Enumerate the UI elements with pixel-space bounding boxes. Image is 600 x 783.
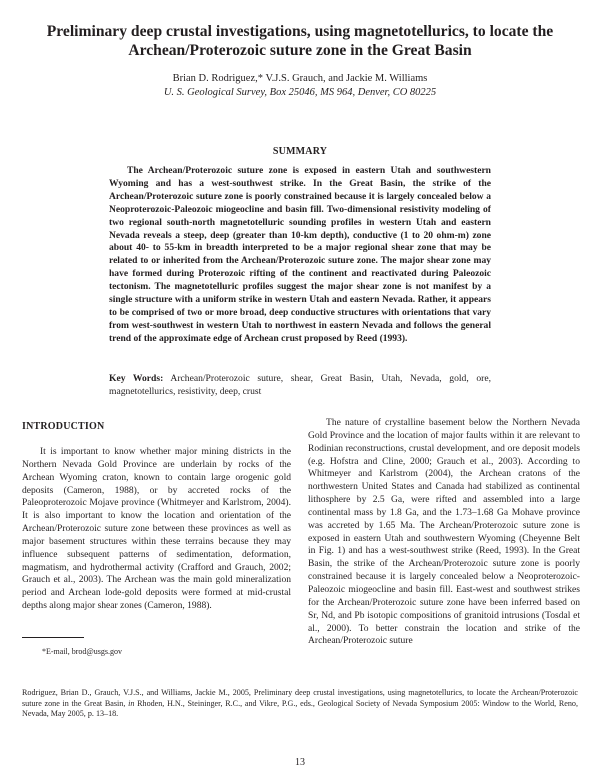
- introduction-heading: INTRODUCTION: [22, 421, 105, 432]
- citation-text: Rodriguez, Brian D., Grauch, V.J.S., and Williams, Jackie M., 2005, Preliminary deep crustal investigations, using magnetotellurics, to locate the Archean/Proterozoic suture zone in the Great Basin,: [22, 688, 578, 708]
- introduction-right-column: The nature of crystalline basement below the Northern Nevada Gold Province and the location of major faults within it are relevant to Rodinian reconstructions, crustal development, and ore deposit models (e.g. Hofstra and Cline, 2000; Grauch et al., 2003). According to Whitmeyer and Karlstrom (2004), the Archean cratons of the northwestern United States and Canada had stabilized as continental lithosphere by 2.5 Ga, were rifted and assembled into a large continental mass by 1.8 Ga, and the 1.73–1.68 Ga Mohave province was accreted by 1.65 Ma. The Archean/Proterozoic suture zone is exposed in eastern Utah and southwestern Wyoming (Cheyenne Belt in Fig. 1) and has a west-southwest strike (Reed, 1993). In the Great Basin, the strike of the Archean/Proterozoic suture zone is poorly constrained because it is largely concealed below a Neoproterozoic-Paleozoic miogeocline and basin fill. East-west and southwest strikes for the Archean/Proterozoic suture zone have been inferred based on Sr, Nd, and Pb isotopic compositions of granitoid intrusions (Tosdal et al., 2000). To better constrain the location and strike of the Archean/Proterozoic suture: [308, 417, 580, 647]
- keywords-label: Key Words:: [109, 373, 164, 384]
- paper-title: Preliminary deep crustal investigations, using magnetotellurics, to locate the Archean/Proterozoic suture zone in the Great Basin: [46, 23, 554, 59]
- page-number: 13: [295, 757, 305, 768]
- citation-text-end: Rhoden, H.N., Steininger, R.C., and Vikre, P.G., eds., Geological Society of Nevada Symposium 2005: Window to the World, Reno, Nevada, May 2005, p. 13–18.: [22, 698, 578, 719]
- footnote-email: *E-mail, brod@usgs.gov: [42, 647, 123, 656]
- summary-heading: SUMMARY: [272, 146, 328, 157]
- citation: [22, 688, 578, 720]
- footnote-rule: [22, 637, 84, 638]
- author-list: Brian D. Rodriguez,* V.J.S. Grauch, and Jackie M. Williams: [172, 73, 428, 84]
- keywords: [109, 373, 491, 399]
- introduction-left-column: It is important to know whether major mining districts in the Northern Nevada Gold Province are underlain by rocks of the Archean Wyoming craton, known to contain large orogenic gold deposits (Cameron, 1988), or by accreted rocks of the Paleoproterozoic Mojave province (Whitmeyer and Karlstrom, 2004). It is also important to know the location and orientation of the Archean/Proterozoic suture zone between these provinces as well as major basement structures within these terrains because they may influence subsequent patterns of sedimentation, deformation, magmatism, and hydrothermal activity (Crafford and Grauch, 2002; Grauch et al., 2003). The Archean was the main gold mineralization period and Archean lode-gold deposits were formed at mid-crustal depths along major shear zones (Cameron, 1988).: [22, 446, 291, 612]
- author-affiliation: U. S. Geological Survey, Box 25046, MS 964, Denver, CO 80225: [163, 87, 437, 98]
- summary-text: The Archean/Proterozoic suture zone is exposed in eastern Utah and southwestern Wyoming and has a west-southwest strike. In the Great Basin, the strike of the Archean/Proterozoic suture zone is poorly constrained because it is largely concealed below a Neoproterozoic-Paleozoic miogeocline and basin fill. Two-dimensional resistivity modeling of two regional south-north magnetotelluric sounding profiles in western Utah and eastern Nevada reveals a steep, deep (greater than 10-km depth), conductive (1 to 20 ohm-m) zone about 40- to 55-km in breadth interpreted to be a major regional shear zone that may be related to or inherited from the Archean/Proterozoic suture zone. The major shear zone may have formed during Proterozoic rifting of the continent and reactivated during Paleozoic tectonism. The magnetotelluric profiles suggest the major shear zone is not manifest by a single structure with a uniform strike in western Utah and eastern Nevada. Rather, it appears to be comprised of two or more broad, deep conductive structures with orientations that vary from west-southwest in western Utah to northwest in eastern Nevada and follows the general trend of the approximate edge of Archean crust proposed by Reed (1993).: [109, 165, 491, 344]
- keywords-list: Archean/Proterozoic suture, shear, Great Basin, Utah, Nevada, gold, ore, magnetotellurics, resistivity, deep, crust: [109, 373, 491, 397]
- citation-in: in: [128, 698, 135, 708]
